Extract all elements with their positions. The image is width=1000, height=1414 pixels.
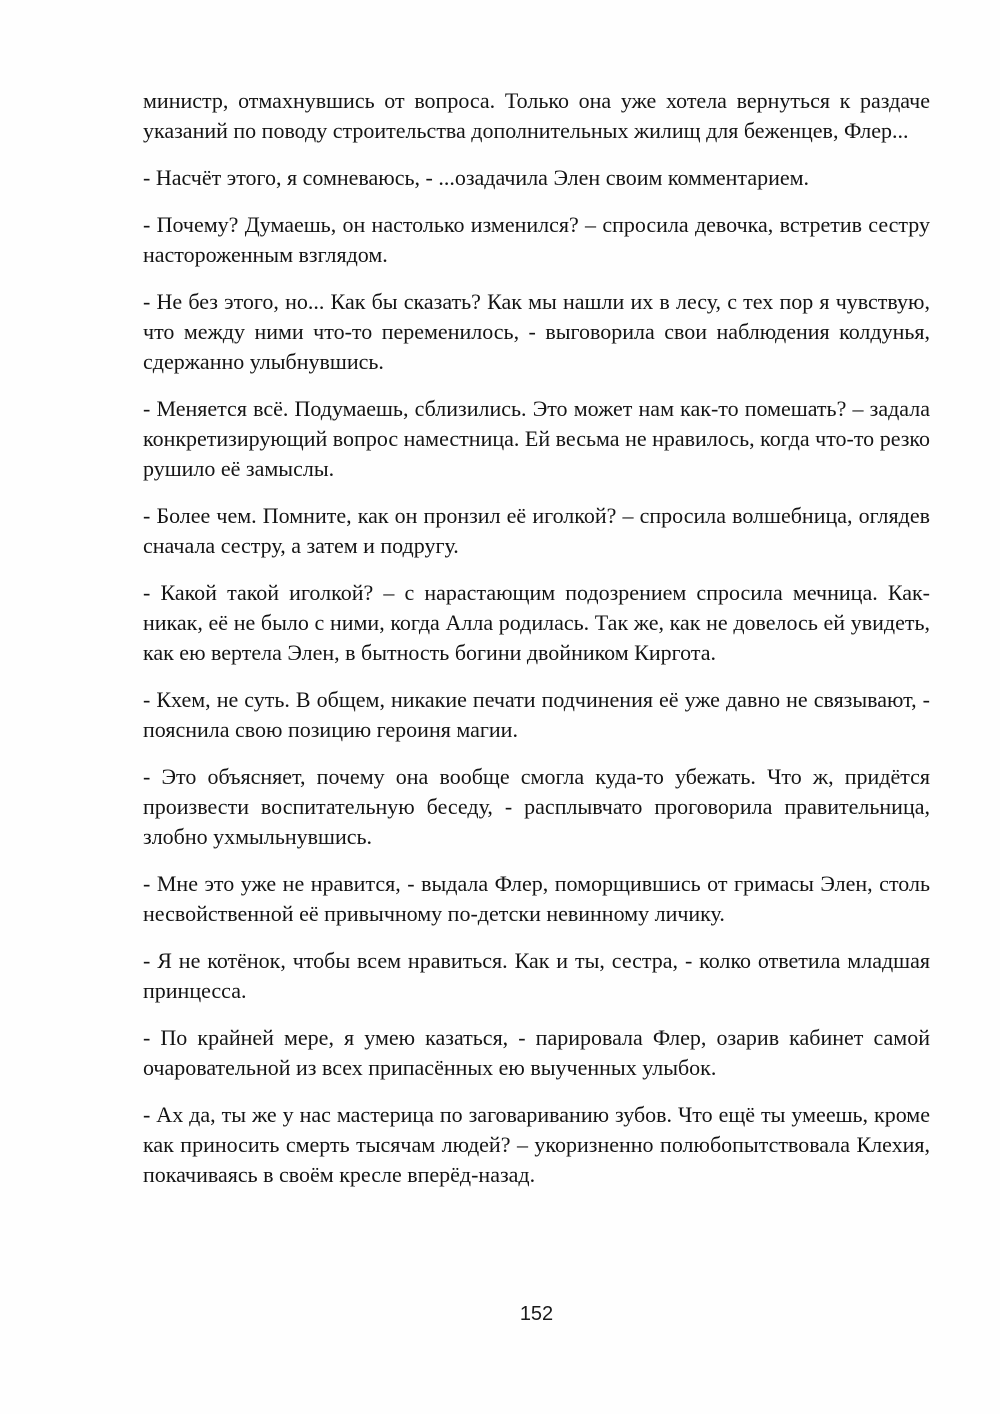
paragraph: - Кхем, не суть. В общем, никакие печати подчинения её уже давно не связывают, - пояснила свою позицию героиня магии. <box>143 687 930 742</box>
page-number: 152 <box>519 1303 554 1325</box>
paragraph: - Меняется всё. Подумаешь, сблизились. Это может нам как-то помешать? – задала конкретизирующий вопрос наместница. Ей весьма не нравилось, когда что-то резко рушило её замыслы. <box>143 396 930 481</box>
paragraph: - Ах да, ты же у нас мастерица по заговариванию зубов. Что ещё ты умеешь, кроме как приносить смерть тысячам людей? – укоризненно полюбопытствовала Клехия, покачиваясь в своём кресле вперёд-назад. <box>143 1102 930 1187</box>
paragraph: министр, отмахнувшись от вопроса. Только она уже хотела вернуться к раздаче указаний по поводу строительства дополнительных жилищ для беженцев, Флер... <box>143 88 930 143</box>
paragraph: - Мне это уже не нравится, - выдала Флер, поморщившись от гримасы Элен, столь несвойственной её привычному по-детски невинному личику. <box>143 871 930 926</box>
paragraph: - Какой такой иголкой? – с нарастающим подозрением спросила мечница. Как-никак, её не было с ними, когда Алла родилась. Так же, как не довелось ей увидеть, как ею вертела Элен, в бытность богини двойником Киргота. <box>143 580 930 665</box>
paragraph: - Не без этого, но... Как бы сказать? Как мы нашли их в лесу, с тех пор я чувствую, что между ними что-то переменилось, - выговорила свои наблюдения колдунья, сдержанно улыбнувшись. <box>143 289 930 374</box>
paragraph: - Насчёт этого, я сомневаюсь, - ...озадачила Элен своим комментарием. <box>143 165 810 190</box>
paragraph: - Я не котёнок, чтобы всем нравиться. Как и ты, сестра, - колко ответила младшая принцесса. <box>143 948 930 1003</box>
paragraph: - По крайней мере, я умею казаться, - парировала Флер, озарив кабинет самой очаровательной из всех припасённых ею выученных улыбок. <box>143 1025 930 1080</box>
paragraph: - Почему? Думаешь, он настолько изменился? – спросила девочка, встретив сестру настороженным взглядом. <box>143 212 930 267</box>
paragraph: - Это объясняет, почему она вообще смогла куда-то убежать. Что ж, придётся произвести воспитательную беседу, - расплывчато проговорила правительница, злобно ухмыльнувшись. <box>143 764 930 849</box>
paragraph: - Более чем. Помните, как он пронзил её иголкой? – спросила волшебница, оглядев сначала сестру, а затем и подругу. <box>143 503 930 558</box>
text-block <box>143 86 930 1207</box>
